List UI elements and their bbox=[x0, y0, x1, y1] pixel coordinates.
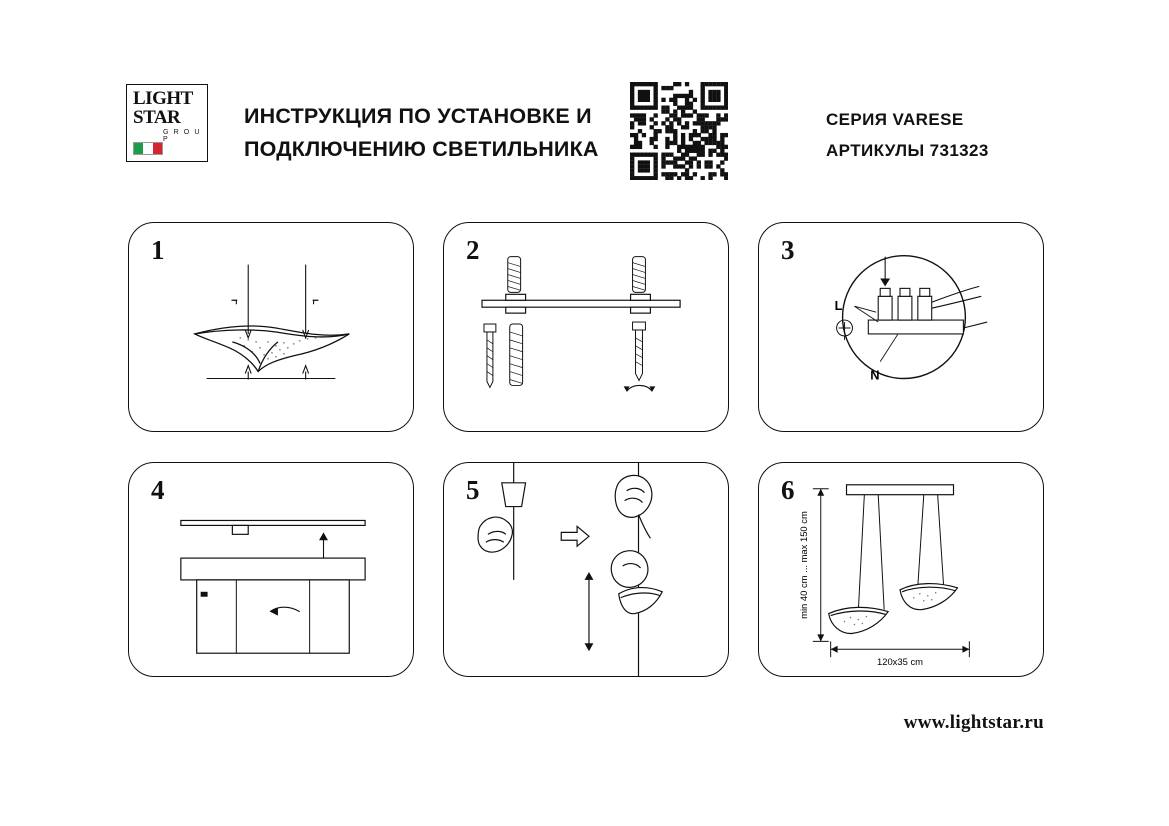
steps-grid bbox=[128, 222, 1044, 677]
terminal-block-magnifier-icon bbox=[759, 223, 1043, 431]
page-title-line2: ПОДКЛЮЧЕНИЮ СВЕТИЛЬНИКА bbox=[244, 137, 599, 161]
brand-logo bbox=[126, 84, 208, 162]
step-card-1 bbox=[128, 222, 414, 432]
step-number-5: 5 bbox=[466, 475, 480, 505]
brand-logo-line1: LIGHT bbox=[133, 88, 193, 109]
pendant-lamp-shade-icon bbox=[129, 223, 413, 431]
step-number-2: 2 bbox=[466, 235, 480, 265]
website-url: www.lightstar.ru bbox=[903, 712, 1044, 733]
step-6-label-height: min 40 cm ... max 150 cm bbox=[797, 511, 809, 619]
series-label: СЕРИЯ VARESE bbox=[826, 110, 964, 129]
step-card-3 bbox=[758, 222, 1044, 432]
brand-logo-line2: STAR bbox=[133, 107, 181, 128]
step-6-label-size: 120x35 cm bbox=[877, 656, 924, 668]
step-3-label-n: N bbox=[870, 367, 880, 383]
article-label: АРТИКУЛЫ 731323 bbox=[826, 141, 989, 160]
product-info bbox=[826, 104, 1056, 166]
page-title bbox=[244, 100, 644, 166]
brand-logo-text bbox=[133, 89, 193, 127]
step-3-label-l: L bbox=[834, 298, 843, 314]
step-card-6 bbox=[758, 462, 1044, 677]
page-title-line1: ИНСТРУКЦИЯ ПО УСТАНОВКЕ И bbox=[244, 104, 592, 128]
dowel-screw-bracket-icon bbox=[444, 223, 728, 431]
website-footer bbox=[0, 712, 1044, 734]
document-header bbox=[126, 82, 1046, 182]
step-card-5 bbox=[443, 462, 729, 677]
step-number-6: 6 bbox=[781, 475, 795, 505]
hands-cable-adjust-icon bbox=[444, 463, 728, 676]
italian-flag-icon bbox=[133, 142, 163, 155]
canopy-rotate-icon bbox=[129, 463, 413, 676]
installed-fixture-dimensions-icon bbox=[759, 463, 1043, 676]
step-card-4 bbox=[128, 462, 414, 677]
step-number-1: 1 bbox=[151, 235, 165, 265]
qr-code-icon bbox=[630, 82, 728, 180]
brand-logo-subtitle: G R O U P bbox=[163, 129, 202, 143]
step-number-4: 4 bbox=[151, 475, 165, 505]
step-number-3: 3 bbox=[781, 235, 795, 265]
step-card-2 bbox=[443, 222, 729, 432]
